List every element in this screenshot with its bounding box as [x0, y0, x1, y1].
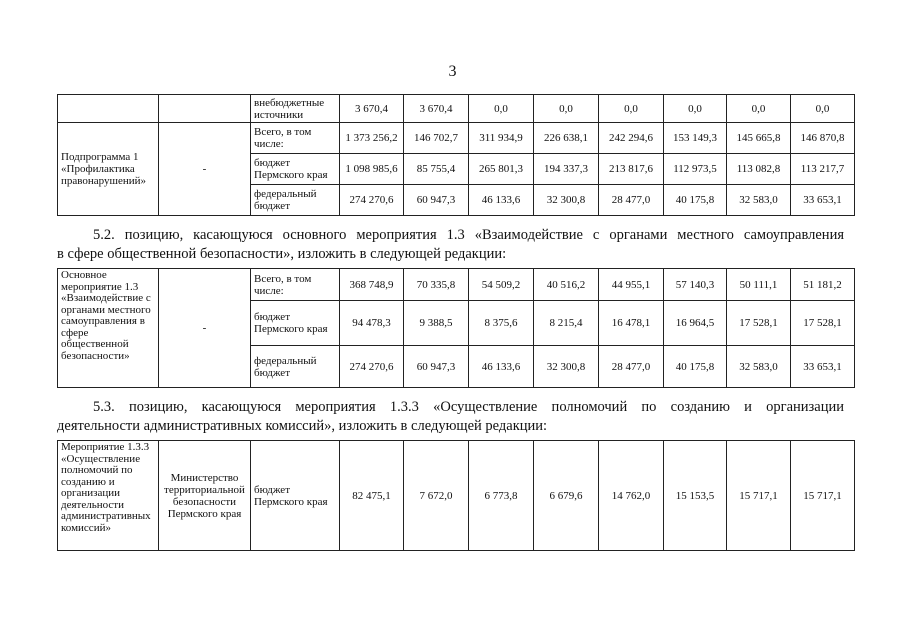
value-cell: 46 133,6 [469, 346, 534, 388]
value-cell: 8 375,6 [469, 301, 534, 346]
funding-source: Всего, в том числе: [251, 123, 340, 154]
value-cell: 6 679,6 [534, 441, 599, 551]
executor-cell: - [159, 123, 251, 216]
value-cell: 0,0 [534, 95, 599, 123]
value-cell: 8 215,4 [534, 301, 599, 346]
value-cell: 146 702,7 [404, 123, 469, 154]
value-cell: 32 300,8 [534, 185, 599, 216]
value-cell: 1 098 985,6 [340, 154, 404, 185]
value-cell: 213 817,6 [599, 154, 664, 185]
value-cell: 40 175,8 [664, 185, 727, 216]
activity-label: Мероприятие 1.3.3 «Осуществление полномочий по созданию и организации деятельности административных комиссий» [58, 441, 159, 551]
value-cell: 28 477,0 [599, 185, 664, 216]
value-cell: 226 638,1 [534, 123, 599, 154]
value-cell: 40 516,2 [534, 269, 599, 301]
value-cell: 15 153,5 [664, 441, 727, 551]
value-cell: 70 335,8 [404, 269, 469, 301]
value-cell: 32 583,0 [727, 185, 791, 216]
value-cell: 32 300,8 [534, 346, 599, 388]
value-cell: 0,0 [469, 95, 534, 123]
value-cell: 40 175,8 [664, 346, 727, 388]
value-cell: 14 762,0 [599, 441, 664, 551]
value-cell: 0,0 [727, 95, 791, 123]
paragraph-line: 5.2. позицию, касающуюся основного мероприятия 1.3 «Взаимодействие с органами местного самоуправления [93, 227, 844, 243]
value-cell: 9 388,5 [404, 301, 469, 346]
table-row [58, 123, 855, 154]
value-cell: 0,0 [791, 95, 855, 123]
value-cell: 50 111,1 [727, 269, 791, 301]
paragraph-line: 5.3. позицию, касающуюся мероприятия 1.3.3 «Осуществление полномочий по созданию и организации [93, 399, 844, 415]
executor-cell [159, 95, 251, 123]
value-cell: 51 181,2 [791, 269, 855, 301]
main-activity-label: Основное мероприятие 1.3 «Взаимодействие с органами местного самоуправления в сфере общественной безопасности» [58, 269, 159, 388]
value-cell: 145 665,8 [727, 123, 791, 154]
value-cell: 15 717,1 [727, 441, 791, 551]
value-cell: 54 509,2 [469, 269, 534, 301]
value-cell: 16 478,1 [599, 301, 664, 346]
value-cell: 112 973,5 [664, 154, 727, 185]
value-cell: 28 477,0 [599, 346, 664, 388]
table-row [58, 441, 855, 551]
main-activity-table [57, 268, 855, 388]
value-cell: 15 717,1 [791, 441, 855, 551]
value-cell: 44 955,1 [599, 269, 664, 301]
row-label [58, 95, 159, 123]
value-cell: 94 478,3 [340, 301, 404, 346]
value-cell: 146 870,8 [791, 123, 855, 154]
value-cell: 46 133,6 [469, 185, 534, 216]
value-cell: 3 670,4 [404, 95, 469, 123]
executor-cell: Министерство территориальной безопасности Пермского края [159, 441, 251, 551]
page-number: 3 [448, 63, 457, 80]
funding-source: бюджет Пермского края [251, 441, 340, 551]
executor-cell: - [159, 269, 251, 388]
value-cell: 113 082,8 [727, 154, 791, 185]
subprogram-table [57, 94, 855, 216]
value-cell: 82 475,1 [340, 441, 404, 551]
value-cell: 85 755,4 [404, 154, 469, 185]
value-cell: 60 947,3 [404, 185, 469, 216]
subprogram-label: Подпрограмма 1 «Профилактика правонарушений» [58, 123, 159, 216]
paragraph-line: в сфере общественной безопасности», изложить в следующей редакции: [57, 246, 507, 262]
value-cell: 194 337,3 [534, 154, 599, 185]
value-cell: 274 270,6 [340, 185, 404, 216]
funding-source: федеральный бюджет [251, 185, 340, 216]
value-cell: 16 964,5 [664, 301, 727, 346]
funding-source: бюджет Пермского края [251, 154, 340, 185]
funding-source: бюджет Пермского края [251, 301, 340, 346]
value-cell: 153 149,3 [664, 123, 727, 154]
value-cell: 368 748,9 [340, 269, 404, 301]
value-cell: 3 670,4 [340, 95, 404, 123]
value-cell: 242 294,6 [599, 123, 664, 154]
funding-source: федеральный бюджет [251, 346, 340, 388]
value-cell: 0,0 [664, 95, 727, 123]
amendment-paragraph-5-3 [57, 398, 844, 436]
amendment-paragraph-5-2 [57, 226, 844, 264]
value-cell: 17 528,1 [727, 301, 791, 346]
paragraph-line: деятельности административных комиссий», изложить в следующей редакции: [57, 418, 548, 434]
value-cell: 0,0 [599, 95, 664, 123]
table-row [58, 95, 855, 123]
value-cell: 33 653,1 [791, 185, 855, 216]
value-cell: 32 583,0 [727, 346, 791, 388]
value-cell: 274 270,6 [340, 346, 404, 388]
funding-source: Всего, в том числе: [251, 269, 340, 301]
value-cell: 7 672,0 [404, 441, 469, 551]
value-cell: 33 653,1 [791, 346, 855, 388]
table-row [58, 269, 855, 301]
value-cell: 57 140,3 [664, 269, 727, 301]
value-cell: 265 801,3 [469, 154, 534, 185]
value-cell: 113 217,7 [791, 154, 855, 185]
funding-source: внебюджетные источники [251, 95, 340, 123]
value-cell: 60 947,3 [404, 346, 469, 388]
value-cell: 6 773,8 [469, 441, 534, 551]
activity-1-3-3-table [57, 440, 855, 551]
value-cell: 311 934,9 [469, 123, 534, 154]
value-cell: 17 528,1 [791, 301, 855, 346]
value-cell: 1 373 256,2 [340, 123, 404, 154]
